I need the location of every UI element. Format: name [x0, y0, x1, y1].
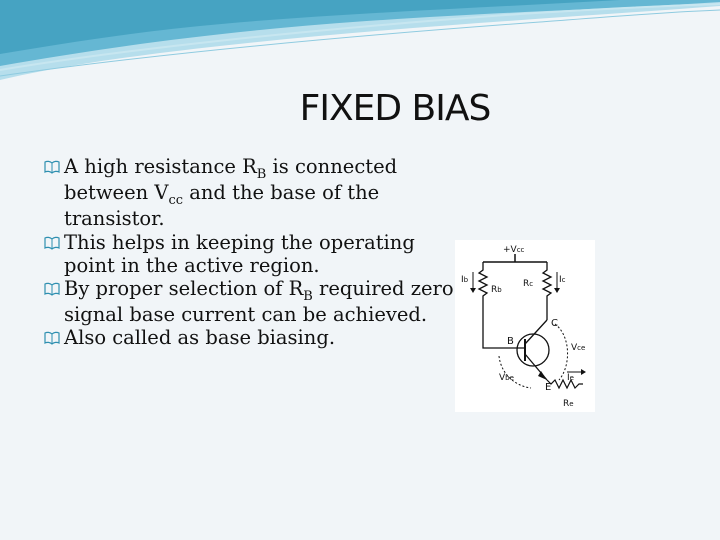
bullet-text: required zero signal base current can be achieved. [64, 277, 454, 327]
book-bullet-icon [44, 282, 60, 296]
bullet-text: A high resistance R [64, 155, 257, 178]
bullet-text: Also called as base biasing. [64, 326, 336, 350]
ie-label: Ie [567, 373, 574, 383]
vbe-label: Vbe [499, 373, 514, 383]
rc-label: Rc [523, 279, 534, 289]
subscript: B [256, 167, 267, 182]
subscript: cc [168, 193, 184, 209]
bullet-item [14, 231, 454, 277]
emitter-label: E [545, 382, 552, 393]
ib-label: Ib [461, 275, 469, 285]
book-bullet-icon [44, 331, 60, 345]
slide-title: FIXED BIAS [299, 88, 491, 129]
fixed-bias-circuit-diagram [455, 240, 595, 412]
subscript: B [303, 289, 313, 305]
bullet-item [14, 155, 454, 231]
bullet-text: and the base of the transistor. [64, 181, 380, 231]
header-wave-band [0, 0, 720, 90]
collector-label: C [551, 318, 558, 329]
re-label: Re [563, 399, 574, 409]
bullet-text: is connected between V [64, 155, 398, 205]
bullet-list [14, 155, 454, 350]
vce-label: Vce [571, 343, 586, 353]
book-bullet-icon [44, 160, 60, 174]
book-bullet-icon [44, 236, 60, 250]
bullet-text: By proper selection of R [64, 277, 304, 301]
bullet-item [14, 326, 454, 349]
vcc-label: +Vcc [503, 245, 525, 255]
ic-label: Ic [559, 275, 566, 285]
bullet-item [14, 277, 454, 326]
bullet-text: This helps in keeping the operating point in the active region. [64, 230, 415, 277]
rb-label: Rb [491, 285, 502, 295]
base-label: B [507, 336, 514, 347]
